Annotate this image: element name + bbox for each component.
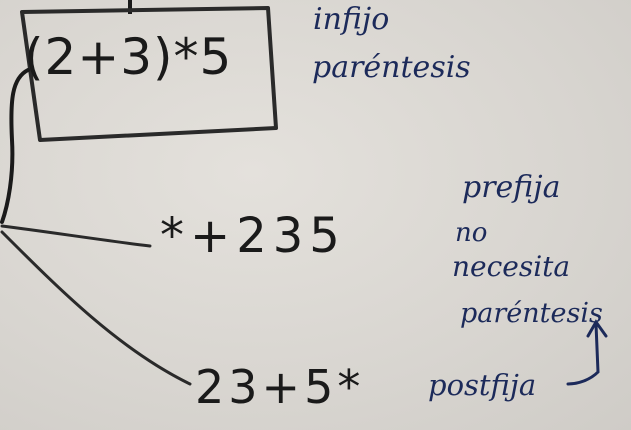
blue-arrow (568, 324, 598, 384)
postfix-label: postfija (428, 368, 537, 402)
prefix-connector (2, 226, 150, 246)
prefix-expression: *+235 (160, 208, 346, 264)
infix-label: infijo (313, 2, 390, 37)
prefix-note-needs: necesita (452, 250, 571, 283)
prefix-label: prefija (462, 170, 561, 205)
prefix-note-parentheses: paréntesis (460, 298, 603, 329)
infix-expression: (2+3)*5 (24, 28, 233, 86)
postfix-expression: 23+5* (195, 360, 365, 414)
infix-parentheses-note: paréntesis (312, 50, 471, 85)
left-bracket (2, 70, 28, 222)
prefix-note-no: no (455, 218, 488, 248)
